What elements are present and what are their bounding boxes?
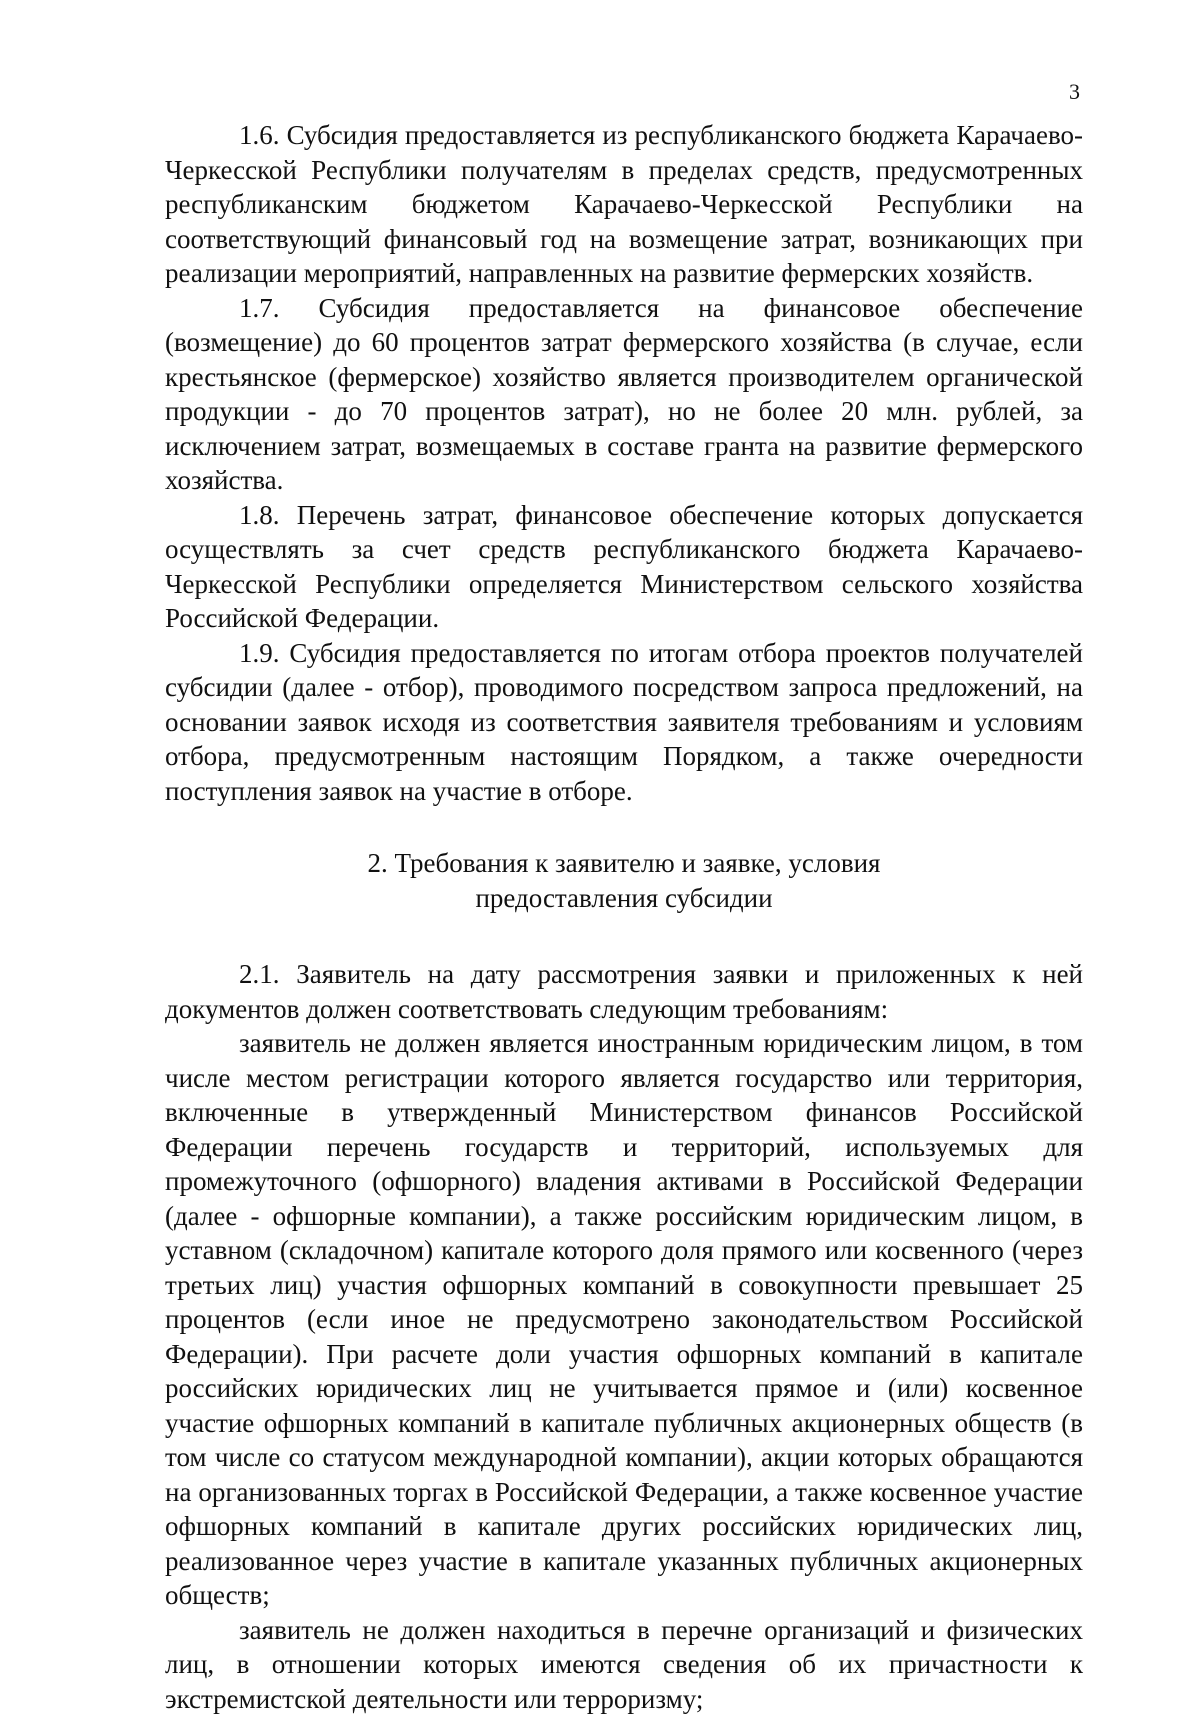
section-heading-line-1: 2. Требования к заявителю и заявке, условия [165,846,1083,881]
paragraph-1-7: 1.7. Субсидия предоставляется на финансовое обеспечение (возмещение) до 60 процентов затрат фермерского хозяйства (в случае, если крестьянское (фермерское) хозяйство является производителем органической продукции - до 70 процентов затрат), но не более 20 млн. рублей, за исключением затрат, возмещаемых в составе гранта на развитие фермерского хозяйства. [165,291,1083,498]
section-heading-line-2: предоставления субсидии [165,881,1083,916]
document-body [165,118,1083,1716]
paragraph-extremism-requirement: заявитель не должен находиться в перечне организаций и физических лиц, в отношении которых имеются сведения об их причастности к экстремистской деятельности или терроризму; [165,1613,1083,1716]
paragraph-1-6: 1.6. Субсидия предоставляется из республиканского бюджета Карачаево-Черкесской Республики получателям в пределах средств, предусмотренных республиканским бюджетом Карачаево-Черкесской Республики на соответствующий финансовый год на возмещение затрат, возникающих при реализации мероприятий, направленных на развитие фермерских хозяйств. [165,118,1083,291]
section-heading [165,846,1083,915]
paragraph-1-8: 1.8. Перечень затрат, финансовое обеспечение которых допускается осуществлять за счет средств республиканского бюджета Карачаево-Черкесской Республики определяется Министерством сельского хозяйства Российской Федерации. [165,498,1083,636]
paragraph-1-9: 1.9. Субсидия предоставляется по итогам отбора проектов получателей субсидии (далее - отбор), проводимого посредством запроса предложений, на основании заявок исходя из соответствия заявителя требованиям и условиям отбора, предусмотренным настоящим Порядком, а также очередности поступления заявок на участие в отборе. [165,636,1083,809]
page-number: 3 [1040,78,1080,106]
paragraph-2-1: 2.1. Заявитель на дату рассмотрения заявки и приложенных к ней документов должен соответствовать следующим требованиям: [165,957,1083,1026]
paragraph-offshore-requirement: заявитель не должен является иностранным юридическим лицом, в том числе местом регистрации которого является государство или территория, включенные в утвержденный Министерством финансов Российской Федерации перечень государств и территорий, используемых для промежуточного (офшорного) владения активами в Российской Федерации (далее - офшорные компании), а также российским юридическим лицом, в уставном (складочном) капитале которого доля прямого или косвенного (через третьих лиц) участия офшорных компаний в совокупности превышает 25 процентов (если иное не предусмотрено законодательством Российской Федерации). При расчете доли участия офшорных компаний в капитале российских юридических лиц не учитывается прямое и (или) косвенное участие офшорных компаний в капитале публичных акционерных обществ (в том числе со статусом международной компании), акции которых обращаются на организованных торгах в Российской Федерации, а также косвенное участие офшорных компаний в капитале других российских юридических лиц, реализованное через участие в капитале указанных публичных акционерных обществ; [165,1026,1083,1613]
